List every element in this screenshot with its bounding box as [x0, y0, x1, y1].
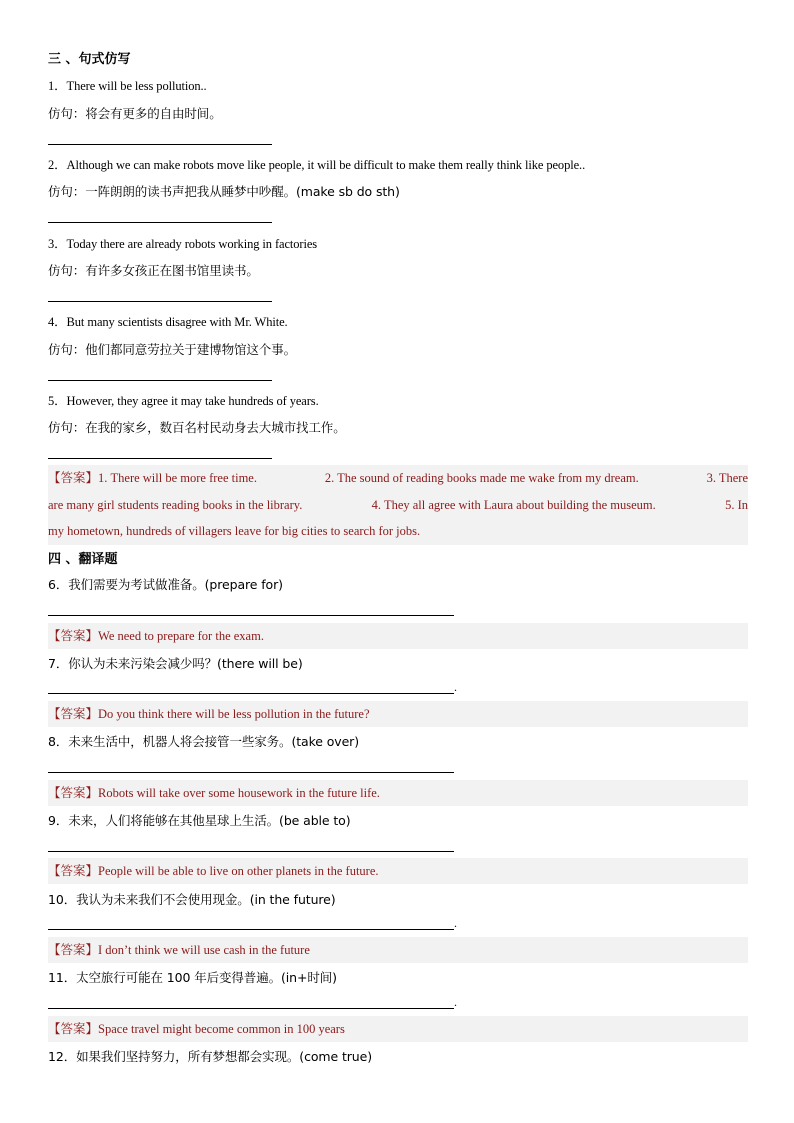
answer-tag: 【答案】	[48, 942, 99, 957]
answer-blank-2[interactable]	[48, 222, 272, 223]
answer-box-8	[48, 780, 748, 806]
question-9: 9．未来，人们将能够在其他星球上生活。(be able to)	[48, 813, 351, 828]
answer-tag: 【答案】	[48, 1021, 99, 1036]
section-3-heading: 三 、句式仿写	[48, 52, 131, 67]
answer-10: I don’t think we will use cash in the future	[98, 943, 310, 957]
answer-3-start: 3. There	[706, 471, 748, 485]
answer-3-end: are many girl students reading books in the library.	[48, 498, 303, 512]
answer-blank-8[interactable]	[48, 772, 454, 773]
question-10: 10．我认为未来我们不会使用现金。(in the future)	[48, 892, 336, 907]
answer-blank-9[interactable]	[48, 851, 454, 852]
question-7: 7．你认为未来污染会减少吗？(there will be)	[48, 656, 303, 671]
answer-6: We need to prepare for the exam.	[98, 629, 264, 643]
imitation-prompt-2: 仿句：一阵朗朗的读书声把我从睡梦中吵醒。(make sb do sth)	[48, 184, 400, 199]
imitation-prompt-4: 仿句：他们都同意劳拉关于建博物馆这个事。	[48, 342, 297, 357]
section-3-answer-box	[48, 465, 748, 545]
answer-blank-5[interactable]	[48, 458, 272, 459]
answer-row-2	[48, 492, 748, 518]
answer-tag: 【答案】	[48, 470, 99, 485]
question-11: 11．太空旅行可能在 100 年后变得普遍。(in+时间)	[48, 970, 337, 985]
sentence-4: 4．But many scientists disagree with Mr. White.	[48, 315, 288, 329]
answer-11: Space travel might become common in 100 years	[98, 1022, 345, 1036]
answer-box-6	[48, 623, 748, 649]
answer-9: People will be able to live on other planets in the future.	[98, 864, 379, 878]
answer-blank-4[interactable]	[48, 380, 272, 381]
answer-box-7	[48, 701, 748, 727]
answer-row-1	[48, 465, 748, 491]
answer-row-3: my hometown, hundreds of villagers leave for big cities to search for jobs.	[48, 524, 421, 538]
answer-box-11	[48, 1016, 748, 1042]
answer-blank-7[interactable]	[48, 693, 454, 694]
answer-box-9	[48, 858, 748, 884]
answer-4: 4. They all agree with Laura about building the museum.	[371, 498, 656, 512]
sentence-1: 1．There will be less pollution..	[48, 79, 207, 93]
sentence-5: 5．However, they agree it may take hundreds of years.	[48, 394, 319, 408]
section-4-heading: 四 、翻译题	[48, 552, 118, 567]
question-8: 8．未来生活中，机器人将会接管一些家务。(take over)	[48, 734, 360, 749]
answer-blank-10[interactable]	[48, 929, 454, 930]
question-12: 12．如果我们坚持努力，所有梦想都会实现。(come true)	[48, 1049, 372, 1064]
answer-tag: 【答案】	[48, 863, 99, 878]
answer-2: 2. The sound of reading books made me wake from my dream.	[324, 471, 639, 485]
imitation-prompt-3: 仿句：有许多女孩正在图书馆里读书。	[48, 263, 259, 278]
imitation-prompt-5: 仿句：在我的家乡，数百名村民动身去大城市找工作。	[48, 420, 346, 435]
answer-box-10	[48, 937, 748, 963]
answer-1: 1. There will be more free time.	[98, 471, 257, 485]
blank-period: .	[454, 680, 457, 694]
answer-blank-11[interactable]	[48, 1008, 454, 1009]
sentence-3: 3．Today there are already robots working in factories	[48, 237, 318, 251]
blank-period: .	[454, 916, 457, 930]
answer-tag: 【答案】	[48, 706, 99, 721]
answer-tag: 【答案】	[48, 628, 99, 643]
answer-8: Robots will take over some housework in the future life.	[98, 786, 380, 800]
answer-7: Do you think there will be less pollution in the future?	[98, 707, 370, 721]
answer-blank-3[interactable]	[48, 301, 272, 302]
sentence-2: 2．Although we can make robots move like people, it will be difficult to make them really think like people..	[48, 158, 586, 172]
imitation-prompt-1: 仿句：将会有更多的自由时间。	[48, 106, 222, 121]
answer-blank-6[interactable]	[48, 615, 454, 616]
answer-blank-1[interactable]	[48, 144, 272, 145]
answer-tag: 【答案】	[48, 785, 99, 800]
question-6: 6．我们需要为考试做准备。(prepare for)	[48, 577, 283, 592]
blank-period: .	[454, 995, 457, 1009]
answer-5-start: 5. In	[725, 498, 748, 512]
